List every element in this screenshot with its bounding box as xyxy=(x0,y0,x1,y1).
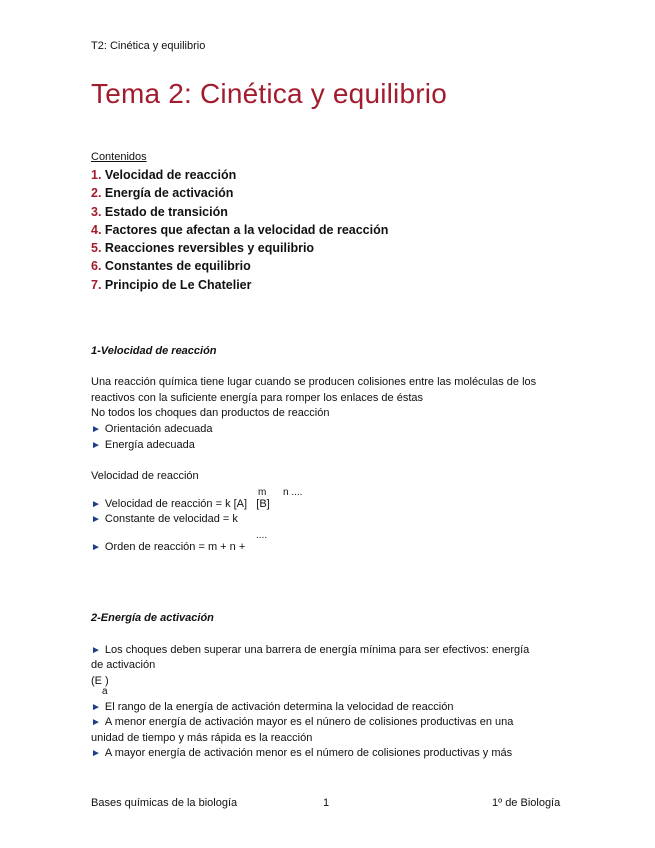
toc-number: 4. xyxy=(91,222,102,237)
section-heading-velocidad: 1-Velocidad de reacción xyxy=(91,345,217,357)
bullet-text: A mayor energía de activación menor es el número de colisiones productivas y más xyxy=(104,747,513,759)
toc-item xyxy=(91,276,388,294)
bullet-item xyxy=(91,423,213,435)
bullet-item xyxy=(91,716,513,728)
toc-item xyxy=(91,203,388,221)
bullet-item xyxy=(91,439,195,451)
bullet-item xyxy=(91,747,512,759)
paragraph-line: de activación xyxy=(91,659,156,671)
rate-equation-b: [B] xyxy=(256,498,270,510)
paragraph-line: unidad de tiempo y más rápida es la reacción xyxy=(91,732,313,744)
bullet-item xyxy=(91,513,238,525)
toc-label: Principio de Le Chatelier xyxy=(104,277,252,292)
footer-left: Bases químicas de la biología xyxy=(91,797,238,809)
paragraph-line: Una reacción química tiene lugar cuando se producen colisiones entre las moléculas de los xyxy=(91,376,537,388)
bullet-item xyxy=(91,644,529,656)
table-of-contents xyxy=(91,166,388,294)
toc-label: Reacciones reversibles y equilibrio xyxy=(104,241,315,256)
toc-item xyxy=(91,239,388,257)
bullet-text: Constante de velocidad = k xyxy=(104,513,238,525)
subheading: Velocidad de reacción xyxy=(91,470,199,482)
triangle-bullet-icon: ► xyxy=(91,702,101,713)
bullet-text: Orden de reacción = m + n + xyxy=(104,541,246,553)
triangle-bullet-icon: ► xyxy=(91,440,101,451)
page-number: 1 xyxy=(323,797,330,809)
bullet-text: Energía adecuada xyxy=(104,439,195,451)
bullet-text: A menor energía de activación mayor es el núnero de colisiones productivas en una xyxy=(104,716,514,728)
toc-label: Factores que afectan a la velocidad de reacción xyxy=(104,222,389,237)
triangle-bullet-icon: ► xyxy=(91,748,101,759)
toc-item xyxy=(91,221,388,239)
toc-item xyxy=(91,257,388,275)
rate-equation: Velocidad de reacción = k [A] xyxy=(104,498,248,510)
contents-label: Contenidos xyxy=(91,151,147,163)
paragraph-line: reactivos con la suficiente energía para romper los enlaces de éstas xyxy=(91,392,424,404)
ea-subscript: a xyxy=(102,686,108,697)
toc-item xyxy=(91,184,388,202)
bullet-text: Orientación adecuada xyxy=(104,423,213,435)
page-title: Tema 2: Cinética y equilibrio xyxy=(91,78,447,109)
toc-number: 6. xyxy=(91,259,102,274)
paragraph-line: No todos los choques dan productos de reacción xyxy=(91,407,330,419)
footer-right: 1º de Biología xyxy=(492,797,561,809)
triangle-bullet-icon: ► xyxy=(91,717,101,728)
exponent-n: n .... xyxy=(283,487,303,498)
exponent-m: m xyxy=(258,487,267,498)
bullet-item xyxy=(91,701,453,713)
toc-label: Velocidad de reacción xyxy=(104,168,237,182)
toc-number: 7. xyxy=(91,277,102,292)
toc-number: 1. xyxy=(91,168,102,182)
triangle-bullet-icon: ► xyxy=(91,424,101,435)
order-ellipsis: .... xyxy=(256,530,268,541)
toc-label: Constantes de equilibrio xyxy=(104,259,251,274)
toc-label: Estado de transición xyxy=(104,204,228,219)
triangle-bullet-icon: ► xyxy=(91,499,101,510)
triangle-bullet-icon: ► xyxy=(91,645,101,656)
toc-number: 3. xyxy=(91,204,102,219)
triangle-bullet-icon: ► xyxy=(91,514,101,525)
bullet-item xyxy=(91,541,245,553)
toc-label: Energía de activación xyxy=(104,186,234,201)
toc-number: 2. xyxy=(91,186,102,201)
triangle-bullet-icon: ► xyxy=(91,542,101,553)
bullet-text: El rango de la energía de activación determina la velocidad de reacción xyxy=(104,701,454,713)
toc-item xyxy=(91,166,388,184)
bullet-text: Los choques deben superar una barrera de energía mínima para ser efectivos: energía xyxy=(104,644,530,656)
bullet-item xyxy=(91,498,270,510)
toc-number: 5. xyxy=(91,241,102,256)
running-header: T2: Cinética y equilibrio xyxy=(91,40,206,52)
ea-symbol: (E ) xyxy=(91,675,109,687)
section-heading-energia: 2-Energía de activación xyxy=(91,612,214,624)
